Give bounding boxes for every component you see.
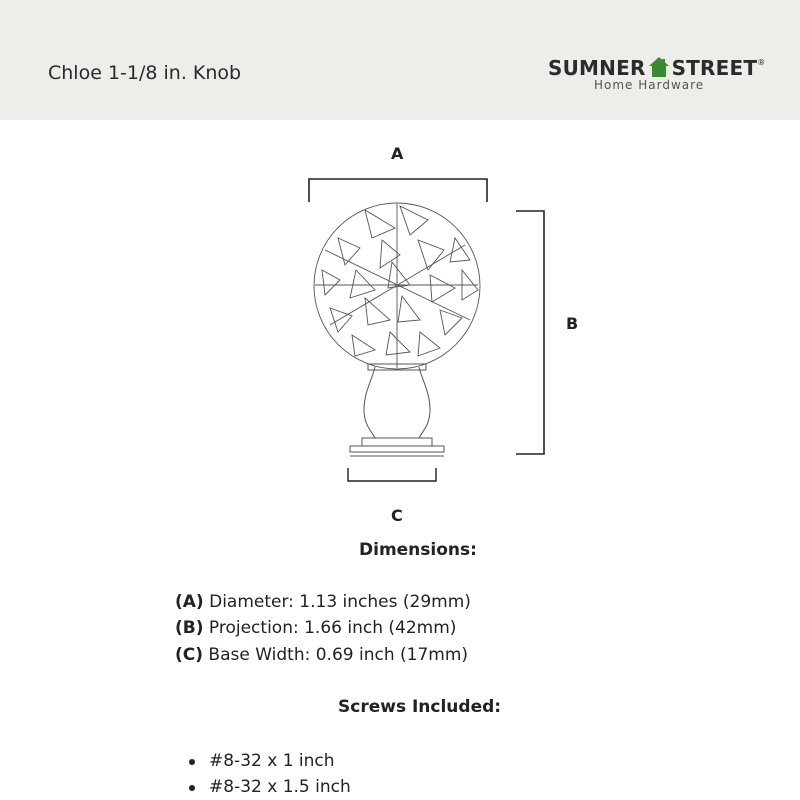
knob-head — [314, 203, 480, 369]
list-item: #8-32 x 1.5 inch — [185, 774, 351, 800]
logo-tagline: Home Hardware — [594, 78, 705, 92]
logo-word-street: STREET — [671, 56, 758, 80]
house-icon — [648, 56, 670, 78]
label-a: A — [391, 144, 404, 163]
knob-stem — [350, 364, 444, 456]
knob-drawing — [0, 120, 800, 540]
registered-mark: ® — [757, 58, 766, 67]
dimensions-title: Dimensions: — [359, 540, 477, 560]
knob-diagram — [0, 120, 800, 540]
dimension-b-text: Projection: 1.66 inch (42mm) — [208, 618, 457, 638]
bracket-a — [309, 179, 487, 202]
screw-list — [185, 748, 351, 800]
dimension-c — [175, 645, 468, 665]
bracket-c — [348, 468, 436, 481]
label-b: B — [566, 314, 579, 333]
brand-logo — [548, 50, 766, 92]
dimension-c-text: Base Width: 0.69 inch (17mm) — [208, 645, 469, 665]
label-c: C — [391, 506, 403, 525]
dimension-b — [175, 618, 456, 638]
screws-title: Screws Included: — [338, 697, 502, 717]
logo-wordmark — [548, 56, 765, 80]
bracket-b — [516, 211, 544, 454]
product-title: Chloe 1-1/8 in. Knob — [48, 62, 242, 84]
dimension-b-key: (B) — [175, 618, 204, 638]
dimension-a — [175, 592, 471, 612]
dimension-c-key: (C) — [175, 645, 204, 665]
logo-word-sumner: SUMNER — [548, 56, 646, 80]
dimension-a-text: Diameter: 1.13 inches (29mm) — [209, 592, 471, 612]
list-item: #8-32 x 1 inch — [185, 748, 351, 774]
header-bar — [0, 0, 800, 120]
dimension-a-key: (A) — [175, 592, 204, 612]
